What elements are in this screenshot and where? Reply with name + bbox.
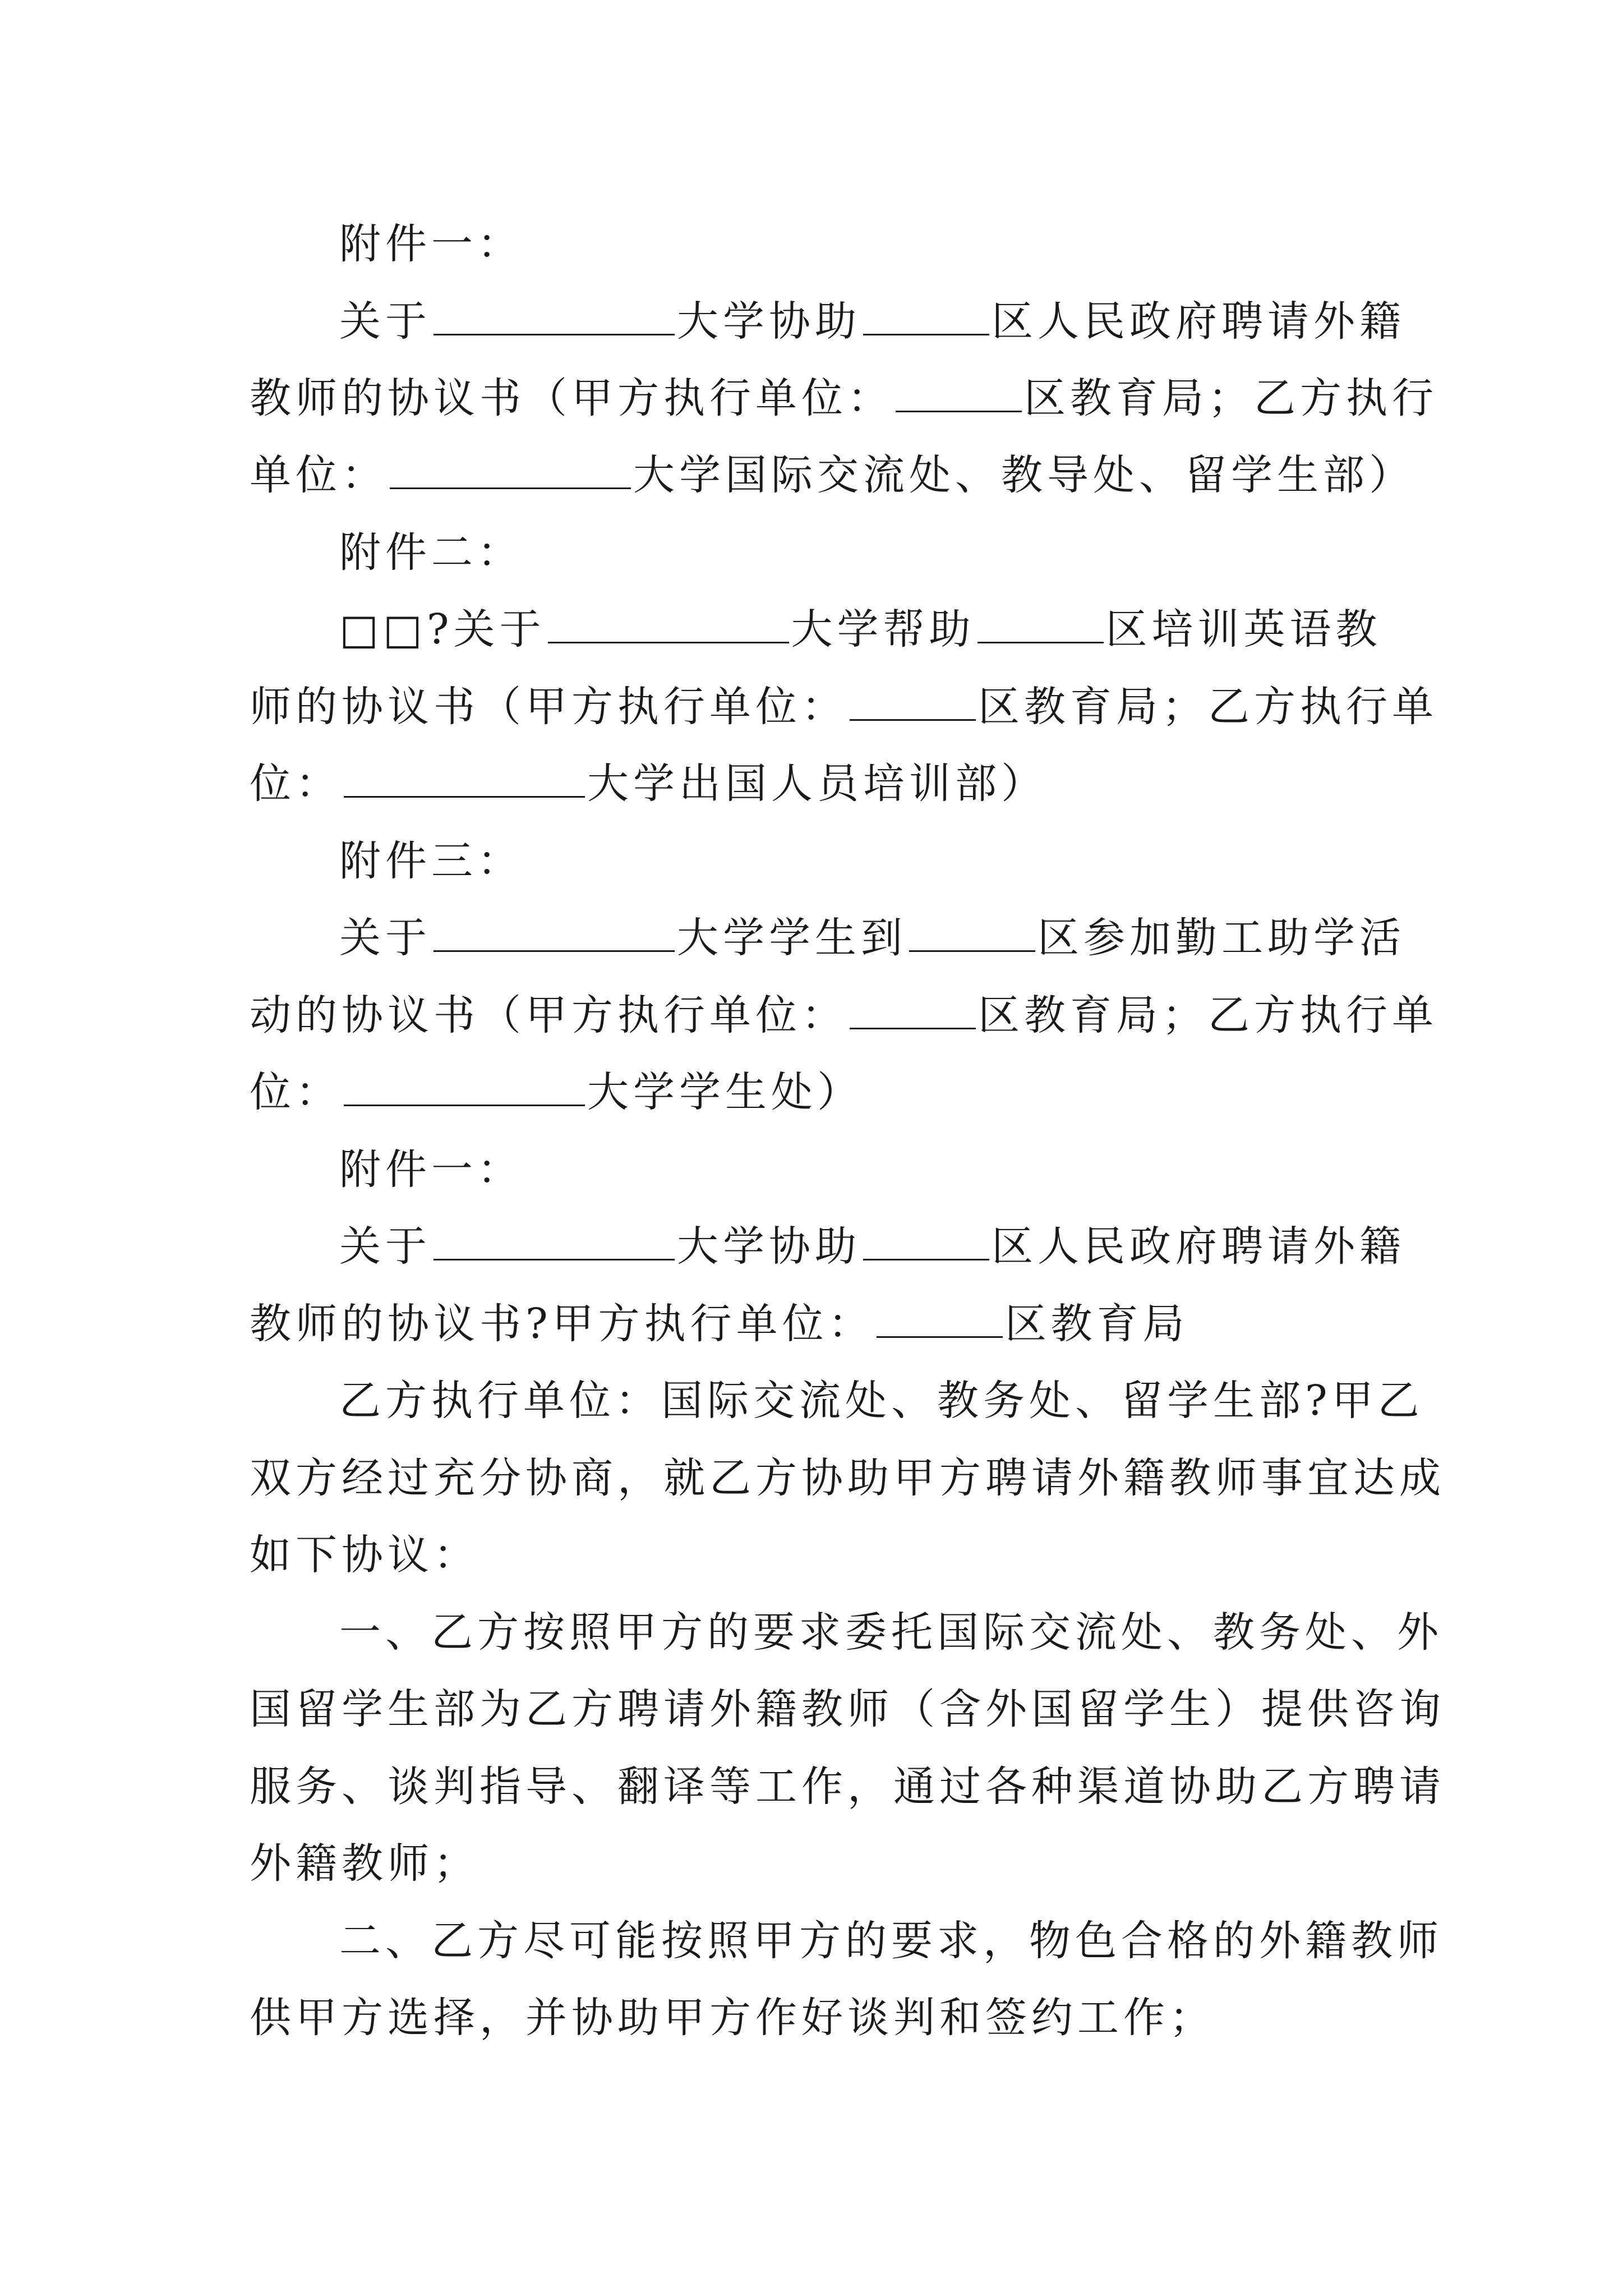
attachment-3-line-1: 关于 大学学生到 区参加勤工助学活: [339, 910, 1405, 966]
attachment-1-body-heading: 附件一：: [339, 1145, 523, 1194]
attachment-3-line-3: 位： 大学学生处）: [250, 1064, 863, 1120]
attachment-2-line-3: 位： 大学出国人员培训部）: [250, 756, 1047, 812]
blank-district-name: [850, 680, 976, 721]
paragraph-1-line-1: 乙方执行单位：国际交流处、教务处、留学生部?甲乙: [339, 1377, 1424, 1425]
blank-university-name: [344, 1065, 585, 1106]
attachment-1-heading: 附件一：: [339, 220, 523, 268]
blank-district-name: [863, 295, 989, 335]
blank-university-name: [390, 448, 631, 489]
blank-university-name: [344, 757, 585, 798]
agreement-title-line-2: 教师的协议书?甲方执行单位： 区教育局: [250, 1296, 1189, 1352]
attachment-1-line-1: 关于 大学协助 区人民政府聘请外籍: [339, 293, 1405, 349]
attachment-1-line-2: 教师的协议书（甲方执行单位： 区教育局；乙方执行: [250, 370, 1438, 426]
clause-1-line-4: 外籍教师；: [250, 1839, 479, 1888]
agreement-title-line-1: 关于 大学协助 区人民政府聘请外籍: [339, 1218, 1405, 1274]
clause-2-line-1: 二、乙方尽可能按照甲方的要求，物色合格的外籍教师: [339, 1917, 1443, 1965]
blank-university-name: [548, 602, 789, 643]
clause-2-line-2: 供甲方选择，并协助甲方作好谈判和签约工作；: [250, 1994, 1215, 2042]
clause-1-line-3: 服务、谈判指导、翻译等工作，通过各种渠道协助乙方聘请: [250, 1763, 1445, 1811]
blank-district-name: [896, 371, 1022, 412]
attachment-3-heading: 附件三：: [339, 837, 523, 885]
blank-university-name: [434, 295, 675, 335]
clause-1-line-2: 国留学生部为乙方聘请外籍教师（含外国留学生）提供咨询: [250, 1685, 1445, 1733]
attachment-2-line-2: 师的协议书（甲方执行单位： 区教育局；乙方执行单: [250, 679, 1438, 735]
attachment-2-heading: 附件二：: [339, 528, 523, 577]
blank-district-name: [877, 1297, 1003, 1338]
attachment-1-line-3: 单位： 大学国际交流处、教导处、留学生部）: [250, 447, 1415, 503]
blank-district-name: [909, 911, 1035, 952]
blank-university-name: [434, 1220, 675, 1260]
blank-district-name: [978, 602, 1104, 643]
attachment-3-line-2: 动的协议书（甲方执行单位： 区教育局；乙方执行单: [250, 987, 1438, 1043]
paragraph-1-line-2: 双方经过充分协商，就乙方协助甲方聘请外籍教师事宜达成: [250, 1454, 1445, 1502]
paragraph-1-line-3: 如下协议：: [250, 1531, 479, 1579]
blank-district-name: [850, 988, 976, 1029]
blank-university-name: [434, 911, 675, 952]
blank-district-name: [863, 1220, 989, 1260]
attachment-2-line-1: □□?关于 大学帮助 区培训英语教: [339, 601, 1382, 657]
clause-1-line-1: 一、乙方按照甲方的要求委托国际交流处、教务处、外: [339, 1608, 1443, 1657]
